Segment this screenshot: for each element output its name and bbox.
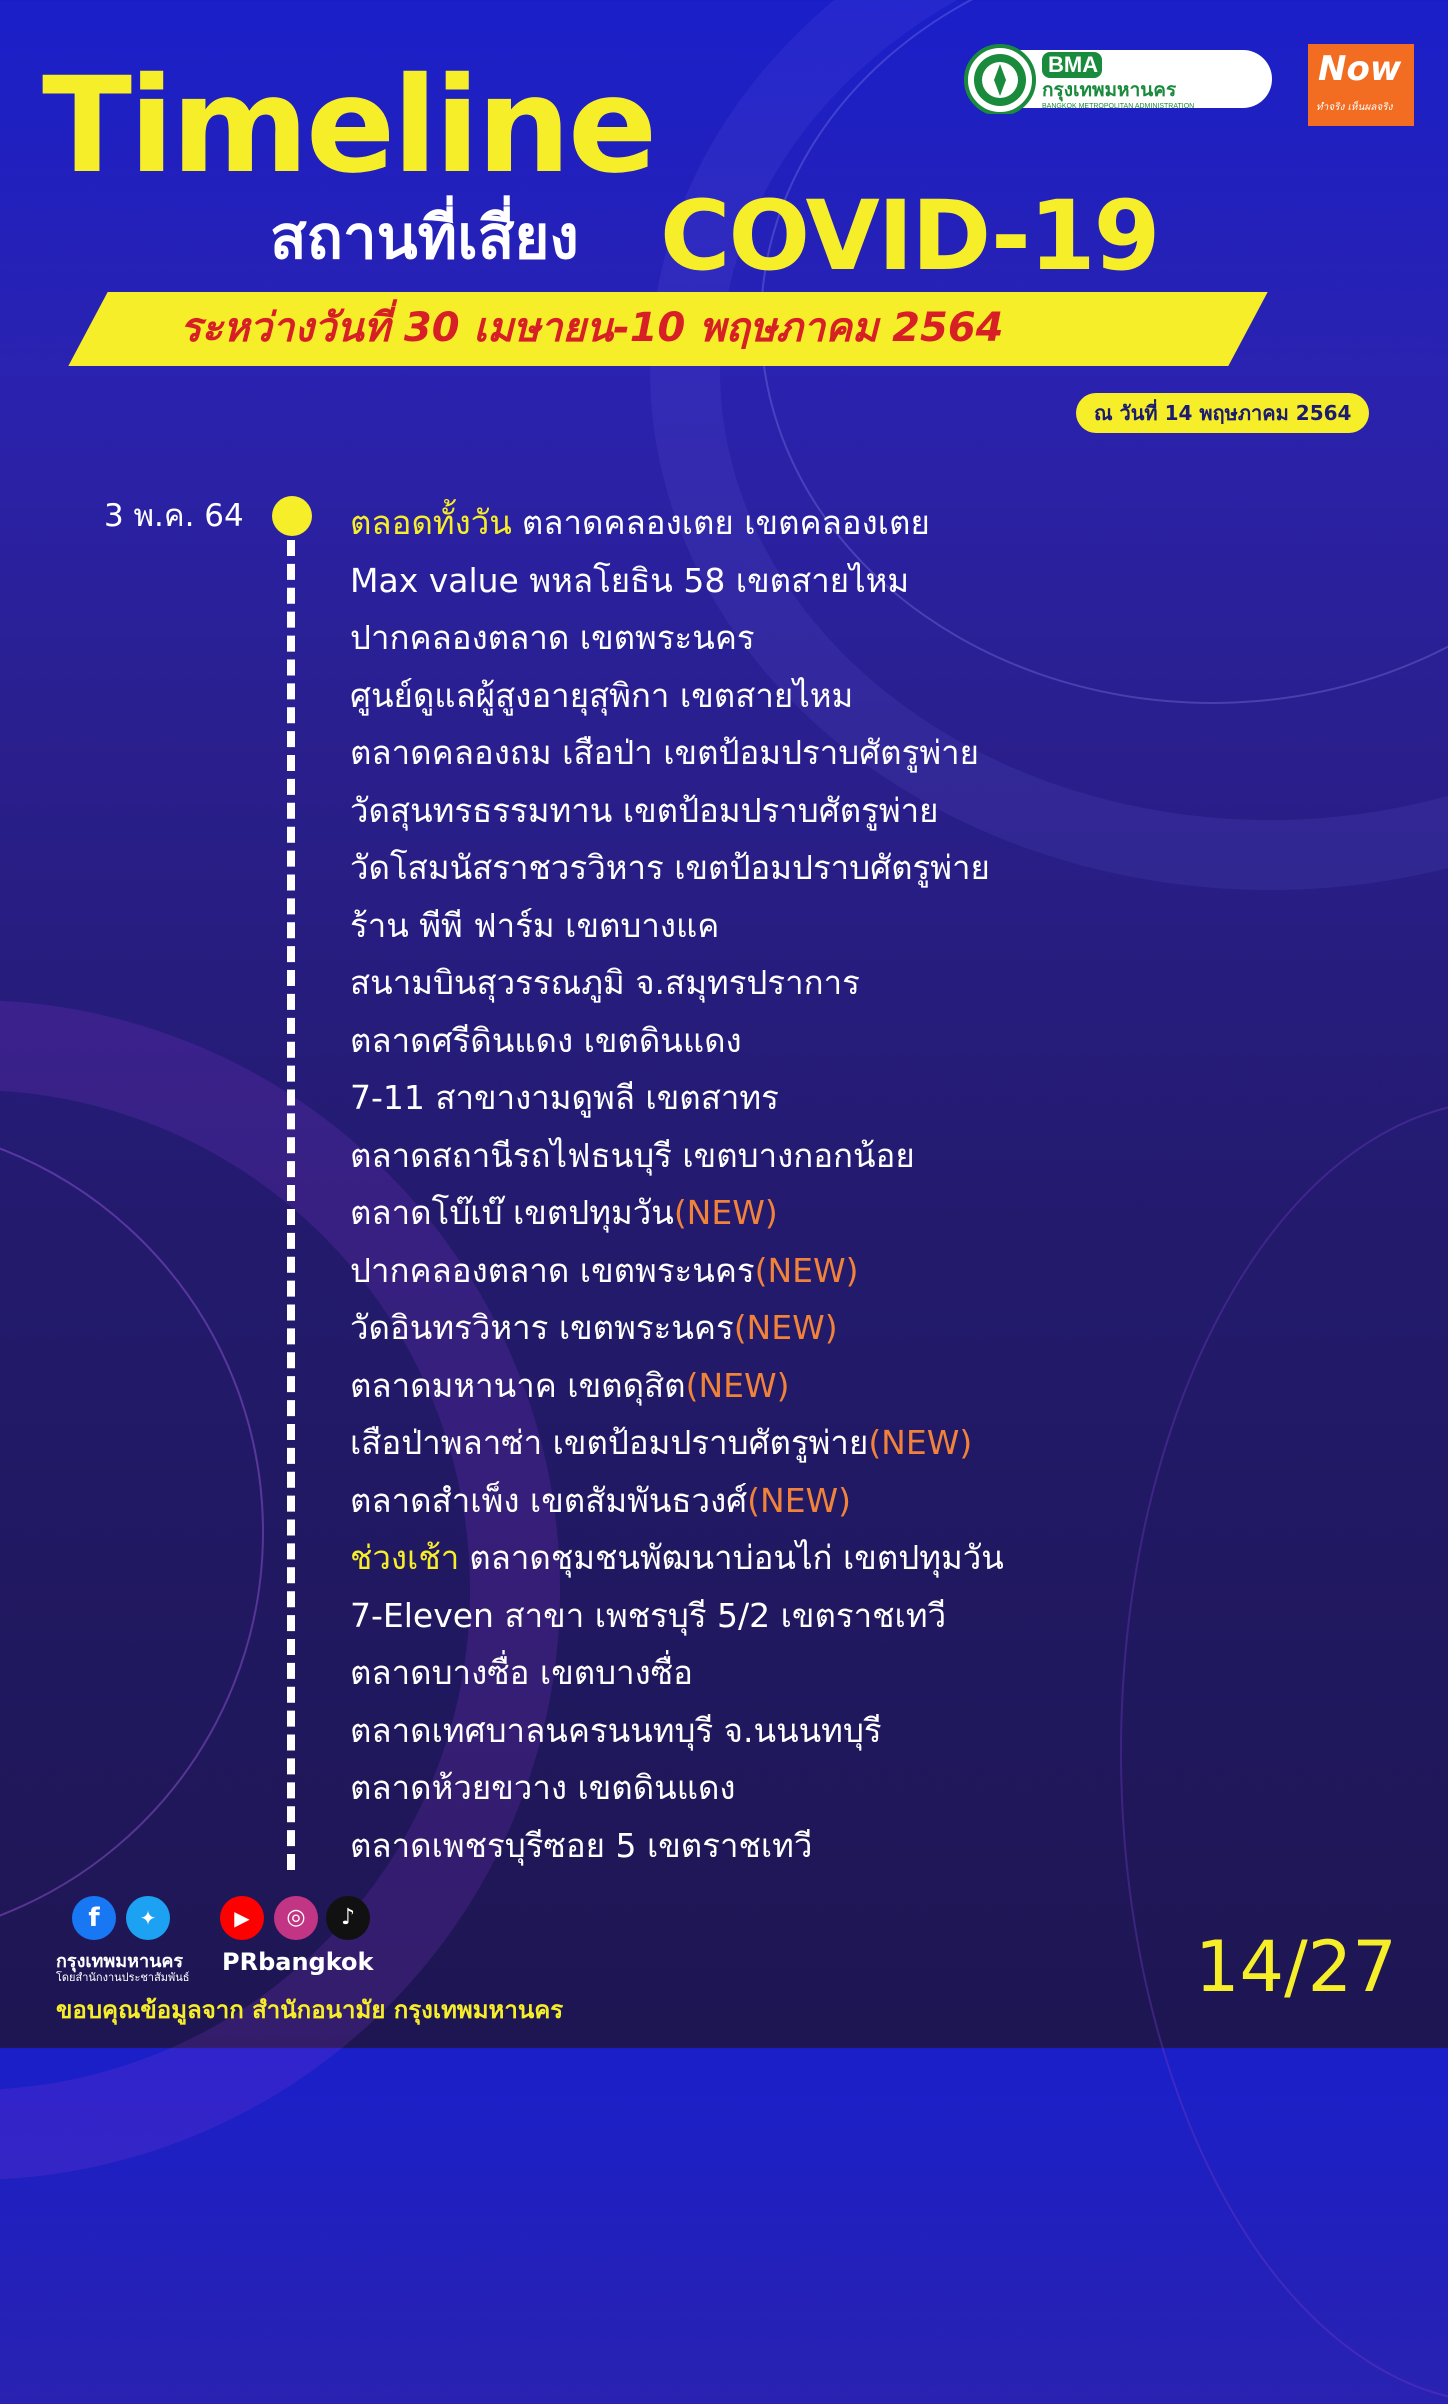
- timeline-entries: [350, 494, 1410, 1874]
- entry-location: วัดโสมนัสราชวรวิหาร เขตป้อมปราบศัตรูพ่าย: [350, 848, 990, 887]
- entry-location: 7-11 สาขางามดูพลี เขตสาทร: [350, 1078, 779, 1117]
- entry-time: ตลอดทั้งวัน: [350, 503, 512, 542]
- bma-name: กรุงเทพมหานคร: [1042, 79, 1177, 101]
- background-wave: [0, 1120, 264, 1944]
- entry-location: ตลาดชุมชนพัฒนาบ่อนไก่ เขตปทุมวัน: [469, 1538, 1004, 1577]
- timeline-entry: [350, 1069, 1410, 1127]
- entry-location: ปากคลองตลาด เขตพระนคร: [350, 1250, 755, 1290]
- entry-location: ตลาดเพชรบุรีซอย 5 เขตราชเทวี: [350, 1825, 813, 1865]
- footer-bma-sub: โดยสำนักงานประชาสัมพันธ์: [56, 1971, 190, 1984]
- timeline-line: [287, 540, 295, 1870]
- timeline-entry: [350, 1242, 1410, 1300]
- timeline-dot: [272, 496, 312, 536]
- entry-location: ตลาดสำเพ็ง เขตสัมพันธวงศ์: [350, 1480, 748, 1520]
- now-word: Now: [1318, 49, 1402, 89]
- timeline-date: 3 พ.ค. 64: [104, 498, 244, 534]
- page-title: Timeline: [42, 49, 655, 203]
- entry-location: ตลาดโบ๊เบ๊ เขตปทุมวัน: [350, 1193, 674, 1232]
- entry-location: สนามบินสุวรรณภูมิ จ.สมุทรปราการ: [350, 963, 860, 1002]
- timeline-entry: [350, 897, 1410, 955]
- timeline-entry: [350, 1184, 1410, 1242]
- bma-logo: [962, 42, 1274, 114]
- twitter-icon[interactable]: ✦: [126, 1896, 170, 1940]
- timeline-entry: [350, 1414, 1410, 1472]
- footer-bma-name: กรุงเทพมหานคร: [56, 1951, 184, 1972]
- timeline-entry: [350, 839, 1410, 897]
- entry-time: ช่วงเช้า: [350, 1538, 460, 1577]
- subtitle-thai: สถานที่เสี่ยง: [270, 203, 579, 273]
- entry-location: ร้าน พีพี ฟาร์ม เขตบางแค: [350, 905, 720, 945]
- timeline-entry: [350, 1702, 1410, 1760]
- entry-new-tag: (NEW): [754, 1250, 859, 1290]
- entry-location: Max value พหลโยธิน 58 เขตสายไหม: [350, 560, 910, 600]
- timeline-entry: [350, 954, 1410, 1012]
- entry-location: วัดสุนทรธรรมทาน เขตป้อมปราบศัตรูพ่าย: [350, 790, 939, 830]
- bma-abbr: BMA: [1048, 52, 1099, 77]
- entry-location: เสือป่าพลาซ่า เขตป้อมปราบศัตรูพ่าย: [350, 1423, 869, 1462]
- entry-location: วัดอินทรวิหาร เขตพระนคร: [350, 1308, 734, 1347]
- timeline-entry: [350, 1012, 1410, 1070]
- timeline-entry: [350, 782, 1410, 840]
- entry-location: ตลาดบางซื่อ เขตบางซื่อ: [350, 1653, 693, 1692]
- entry-location: ตลาดห้วยขวาง เขตดินแดง: [350, 1768, 736, 1807]
- timeline-entry: [350, 1127, 1410, 1185]
- now-logo: [1308, 44, 1414, 126]
- entry-location: ปากคลองตลาด เขตพระนคร: [350, 618, 755, 657]
- tiktok-icon[interactable]: ♪: [326, 1896, 370, 1940]
- entry-location: ตลาดศรีดินแดง เขตดินแดง: [350, 1020, 742, 1060]
- subtitle-covid: COVID-19: [660, 180, 1159, 292]
- bma-english: BANGKOK METROPOLITAN ADMINISTRATION: [1042, 103, 1195, 110]
- entry-location: 7-Eleven สาขา เพชรบุรี 5/2 เขตราชเทวี: [350, 1595, 947, 1635]
- facebook-icon[interactable]: f: [72, 1896, 116, 1940]
- timeline-entry: [350, 1299, 1410, 1357]
- entry-location: ตลาดสถานีรถไฟธนบุรี เขตบางกอกน้อย: [350, 1135, 915, 1175]
- timeline-entry: [350, 1644, 1410, 1702]
- timeline-entry: [350, 552, 1410, 610]
- entry-new-tag: (NEW): [733, 1308, 838, 1347]
- entry-new-tag: (NEW): [868, 1423, 973, 1462]
- timeline-entry: [350, 1472, 1410, 1530]
- timeline-entry: [350, 1759, 1410, 1817]
- timeline-entry: [350, 609, 1410, 667]
- entry-location: ตลาดมหานาค เขตดุสิต: [350, 1365, 686, 1405]
- youtube-icon[interactable]: ▶: [220, 1896, 264, 1940]
- now-tagline: ทำจริง เห็นผลจริง: [1316, 102, 1393, 113]
- timeline-entry: [350, 1529, 1410, 1587]
- entry-new-tag: (NEW): [673, 1193, 778, 1232]
- instagram-icon[interactable]: ◎: [274, 1896, 318, 1940]
- entry-location: ตลาดคลองถม เสือป่า เขตป้อมปราบศัตรูพ่าย: [350, 733, 979, 772]
- date-range-text: ระหว่างวันที่ 30 เมษายน-10 พฤษภาคม 2564: [180, 305, 1004, 351]
- entry-location: ศูนย์ดูแลผู้สูงอายุสุพิกา เขตสายไหม: [350, 675, 854, 715]
- timeline-entry: [350, 1817, 1410, 1875]
- footer-credit: ขอบคุณข้อมูลจาก สำนักอนามัย กรุงเทพมหานคร: [56, 1996, 564, 2024]
- timeline-entry: [350, 724, 1410, 782]
- timeline-entry: [350, 667, 1410, 725]
- entry-new-tag: (NEW): [747, 1480, 852, 1520]
- page-number: 14/27: [1195, 1926, 1397, 2008]
- timeline-entry: [350, 494, 1410, 552]
- entry-location: ตลาดคลองเตย เขตคลองเตย: [521, 503, 930, 542]
- timeline-entry: [350, 1587, 1410, 1645]
- entry-location: ตลาดเทศบาลนครนนทบุรี จ.นนนทบุรี: [350, 1710, 882, 1750]
- entry-new-tag: (NEW): [685, 1365, 790, 1405]
- timeline-entry: [350, 1357, 1410, 1415]
- footer-pr-handle: PRbangkok: [222, 1948, 374, 1976]
- as-of-badge: ณ วันที่ 14 พฤษภาคม 2564: [1076, 393, 1369, 433]
